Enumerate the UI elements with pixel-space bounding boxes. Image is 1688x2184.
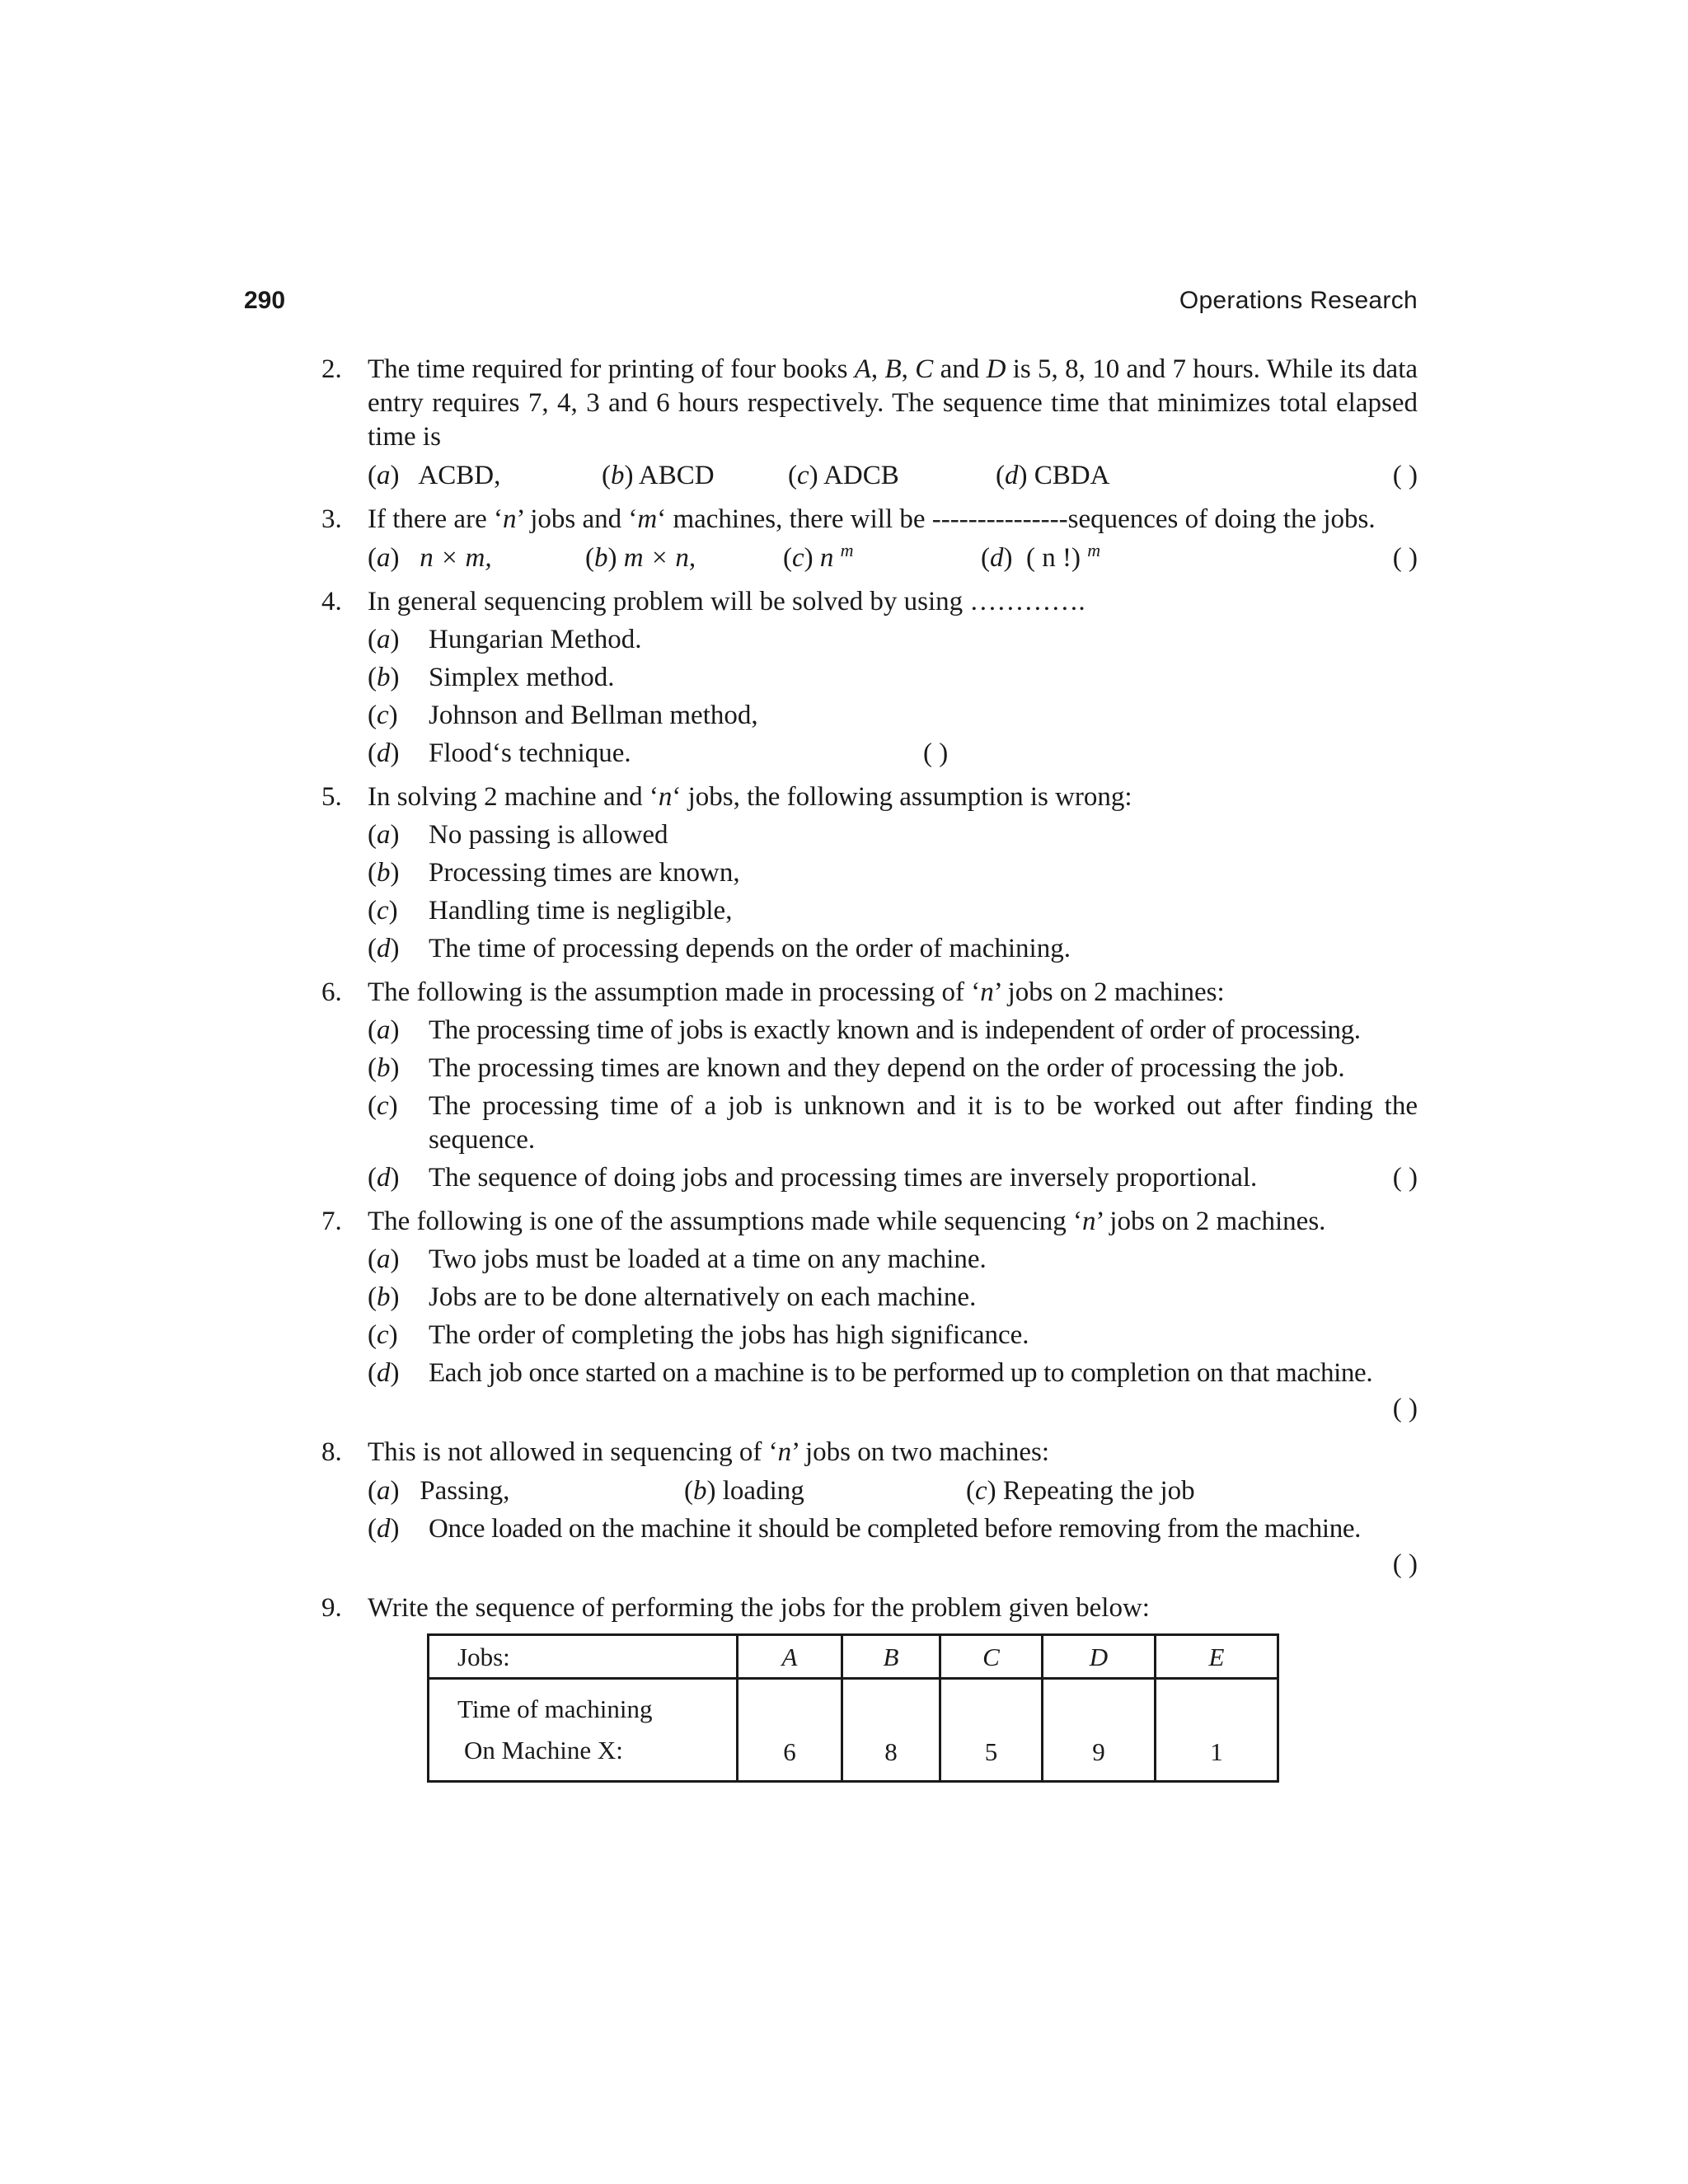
question-text: The time required for printing of four books A, B, C and D is 5, 8, 10 and 7 hours. While its data entry requires 7, 4, 3 and 6 hours respectively. The sequence time that minimizes total elapsed time is (368, 354, 1418, 452)
answer-blank: ( ) (1392, 1163, 1418, 1193)
option-d: (d) Each job once started on a machine is to be performed up to completion on that machine. (368, 1358, 1373, 1388)
answer-blank: ( ) (1392, 461, 1418, 490)
question-number: 7. (321, 1207, 342, 1236)
row-label: Time of machining On Machine X: (429, 1679, 738, 1782)
page-number: 290 (244, 287, 286, 314)
option-b: (b) Processing times are known, (368, 858, 740, 888)
question-4 (321, 585, 1418, 771)
option-a: (a) n × m, (368, 543, 492, 573)
option-a: (a) No passing is allowed (368, 820, 668, 850)
option-c: (c) The processing time of a job is unknown and it is to be worked out after finding the sequence. (368, 1091, 1418, 1155)
options-row (368, 1474, 1418, 1508)
option-a: (a) The processing time of jobs is exactly known and is independent of order of processing. (368, 1015, 1361, 1045)
question-text: This is not allowed in sequencing of ‘n’ jobs on two machines: (368, 1437, 1050, 1467)
answer-blank: ( ) (1392, 543, 1418, 573)
option-d: (d) The sequence of doing jobs and processing times are inversely proportional. ( ) (368, 1161, 1418, 1195)
table-cell: 9 (1043, 1679, 1156, 1782)
question-number: 9. (321, 1593, 342, 1623)
option-c: (c) The order of completing the jobs has high significance. (368, 1320, 1029, 1350)
question-number: 2. (321, 354, 342, 384)
option-b: (b) Simplex method. (368, 663, 615, 692)
question-text: In solving 2 machine and ‘n‘ jobs, the following assumption is wrong: (368, 782, 1132, 812)
option-b: (b) m × n, (585, 543, 696, 573)
option-c: (c) ADCB (788, 461, 899, 490)
option-d: (d) The time of processing depends on the order of machining. (368, 934, 1071, 963)
table-cell: C (940, 1635, 1043, 1679)
table-cell: 1 (1156, 1679, 1278, 1782)
option-b: (b) The processing times are known and they depend on the order of processing the job. (368, 1053, 1345, 1083)
option-b: (b) ABCD (602, 461, 715, 490)
running-head: Operations Research (1179, 287, 1418, 314)
question-number: 5. (321, 782, 342, 812)
question-5 (321, 780, 1418, 966)
question-9 (321, 1591, 1418, 1783)
option-a: (a) Hungarian Method. (368, 625, 642, 654)
question-text: If there are ‘n’ jobs and ‘m‘ machines, there will be ---------------sequences of doing the jobs. (368, 504, 1376, 534)
options-row (368, 541, 1418, 575)
table-cell: A (738, 1635, 842, 1679)
question-number: 3. (321, 504, 342, 534)
option-c: (c) Repeating the job (966, 1476, 1195, 1506)
question-number: 8. (321, 1437, 342, 1467)
option-d: (d) CBDA (996, 461, 1110, 490)
question-text: Write the sequence of performing the jobs for the problem given below: (368, 1593, 1150, 1623)
option-d: (d) Once loaded on the machine it should be completed before removing from the machine. (368, 1514, 1362, 1544)
options-row (368, 459, 1418, 493)
option-a: (a) Passing, (368, 1476, 510, 1506)
question-2 (321, 353, 1418, 493)
question-number: 4. (321, 587, 342, 616)
jobs-table (427, 1633, 1279, 1783)
answer-blank: ( ) (1392, 1394, 1418, 1423)
question-text: In general sequencing problem will be solved by using …………. (368, 587, 1085, 616)
option-b: (b) Jobs are to be done alternatively on each machine. (368, 1282, 977, 1312)
option-d: (d) ( n !) $^m$ (981, 540, 1101, 573)
option-a: (a) Two jobs must be loaded at a time on any machine. (368, 1244, 987, 1274)
page-header (244, 287, 1418, 323)
table-cell: D (1043, 1635, 1156, 1679)
table-cell: B (842, 1635, 940, 1679)
question-text: The following is one of the assumptions made while sequencing ‘n’ jobs on 2 machines. (368, 1207, 1326, 1236)
table-cell: 6 (738, 1679, 842, 1782)
question-3 (321, 503, 1418, 575)
question-text: The following is the assumption made in processing of ‘n’ jobs on 2 machines: (368, 977, 1225, 1007)
question-6 (321, 976, 1418, 1195)
question-list (321, 353, 1418, 1793)
question-number: 6. (321, 977, 342, 1007)
option-c: (c) Handling time is negligible, (368, 896, 733, 926)
answer-blank: ( ) (923, 738, 949, 768)
table-cell: E (1156, 1635, 1278, 1679)
table-cell: 5 (940, 1679, 1043, 1782)
option-a: (a) ACBD, (368, 461, 501, 490)
table-row (429, 1635, 1278, 1679)
table-cell: 8 (842, 1679, 940, 1782)
table-row (429, 1679, 1278, 1782)
answer-blank: ( ) (1392, 1549, 1418, 1579)
question-7 (321, 1205, 1418, 1426)
option-c: (c) Johnson and Bellman method, (368, 701, 758, 730)
row-label: Jobs: (429, 1635, 738, 1679)
question-8 (321, 1436, 1418, 1582)
option-d: (d) Flood‘s technique. ( ) (368, 737, 1418, 771)
option-b: (b) loading (684, 1476, 804, 1506)
option-c: (c) n $^m$ (783, 540, 854, 573)
